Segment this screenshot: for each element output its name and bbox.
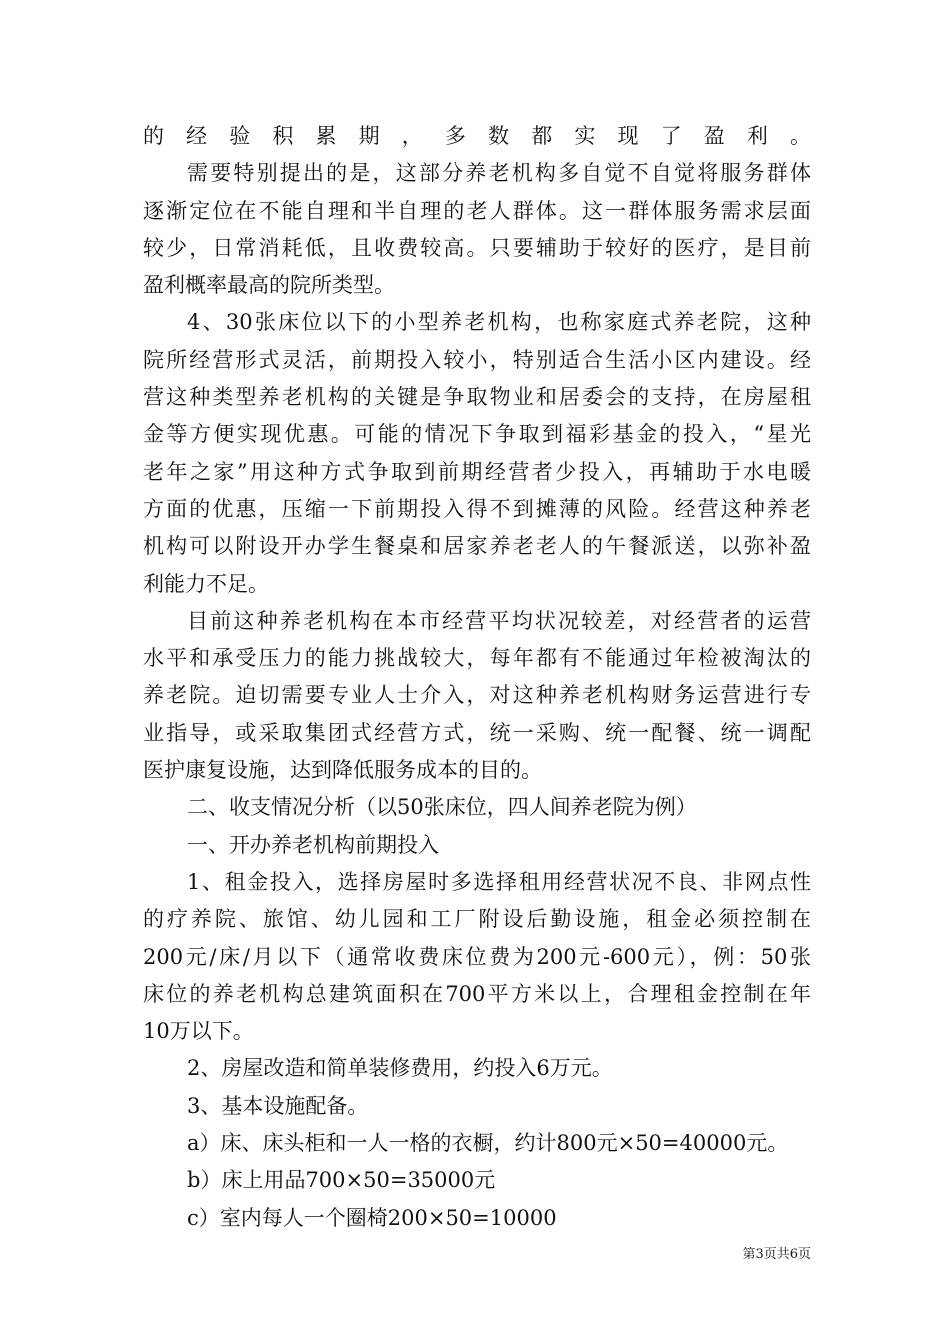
paragraph-line: 较少，日常消耗低，且收费较高。只要辅助于较好的医疗，是目前 — [143, 235, 811, 260]
paragraph-line: 养老院。迫切需要专业人士介入，对这种养老机构财务运营进行专 — [143, 683, 811, 708]
page-number: 第3页共6页 — [742, 1247, 811, 1262]
paragraph-line: 金等方便实现优惠。可能的情况下争取到福彩基金的投入，“星光 — [143, 422, 811, 447]
paragraph-line: 目前这种养老机构在本市经营平均状况较差，对经营者的运营 — [187, 608, 811, 633]
paragraph-line: 的疗养院、旅馆、幼儿园和工厂附设后勤设施，租金必须控制在 — [143, 907, 811, 932]
paragraph-line: 老年之家”用这种方式争取到前期经营者少投入，再辅助于水电暖 — [143, 459, 811, 484]
document-body — [143, 118, 811, 1237]
paragraph-line: 10万以下。 — [143, 1019, 254, 1044]
paragraph-line: 水平和承受压力的能力挑战较大，每年都有不能通过年检被淘汰的 — [143, 646, 811, 671]
paragraph-line: 1、租金投入，选择房屋时多选择租用经营状况不良、非网点性 — [187, 869, 811, 894]
paragraph-line: 盈利概率最高的院所类型。 — [143, 273, 395, 298]
paragraph-line: 4、30张床位以下的小型养老机构，也称家庭式养老院，这种 — [187, 310, 811, 335]
list-item: a）床、床头柜和一人一格的衣橱，约计800元×50=40000元。 — [187, 1131, 789, 1156]
section-heading: 二、收支情况分析（以50张床位，四人间养老院为例） — [187, 795, 697, 820]
paragraph-line: 利能力不足。 — [143, 571, 269, 596]
paragraph-line: 的经验积累期，多数都实现了盈利。 — [143, 124, 811, 148]
list-item: b）床上用品700×50=35000元 — [187, 1168, 496, 1193]
list-item: c）室内每人一个圈椅200×50=10000 — [187, 1205, 557, 1230]
paragraph-line: 逐渐定位在不能自理和半自理的老人群体。这一群体服务需求层面 — [143, 198, 811, 223]
paragraph-line: 医护康复设施，达到降低服务成本的目的。 — [143, 758, 542, 783]
paragraph-line: 业指导，或采取集团式经营方式，统一采购、统一配餐、统一调配 — [143, 720, 811, 745]
paragraph-line: 床位的养老机构总建筑面积在700平方米以上，合理租金控制在年 — [143, 981, 811, 1006]
paragraph-line: 2、房屋改造和简单装修费用，约投入6万元。 — [187, 1056, 613, 1081]
paragraph-line: 营这种类型养老机构的关键是争取物业和居委会的支持，在房屋租 — [143, 385, 811, 410]
paragraph-line: 机构可以附设开办学生餐桌和居家养老老人的午餐派送，以弥补盈 — [143, 534, 811, 559]
paragraph-line: 200元/床/月以下（通常收费床位费为200元-600元），例：50张 — [143, 944, 811, 969]
paragraph-line: 方面的优惠，压缩一下前期投入得不到摊薄的风险。经营这种养老 — [143, 496, 811, 521]
paragraph-line: 院所经营形式灵活，前期投入较小，特别适合生活小区内建设。经 — [143, 347, 811, 372]
section-heading: 一、开办养老机构前期投入 — [187, 832, 439, 857]
paragraph-line: 需要特别提出的是，这部分养老机构多自觉不自觉将服务群体 — [187, 161, 811, 186]
paragraph-line: 3、基本设施配备。 — [187, 1093, 369, 1118]
